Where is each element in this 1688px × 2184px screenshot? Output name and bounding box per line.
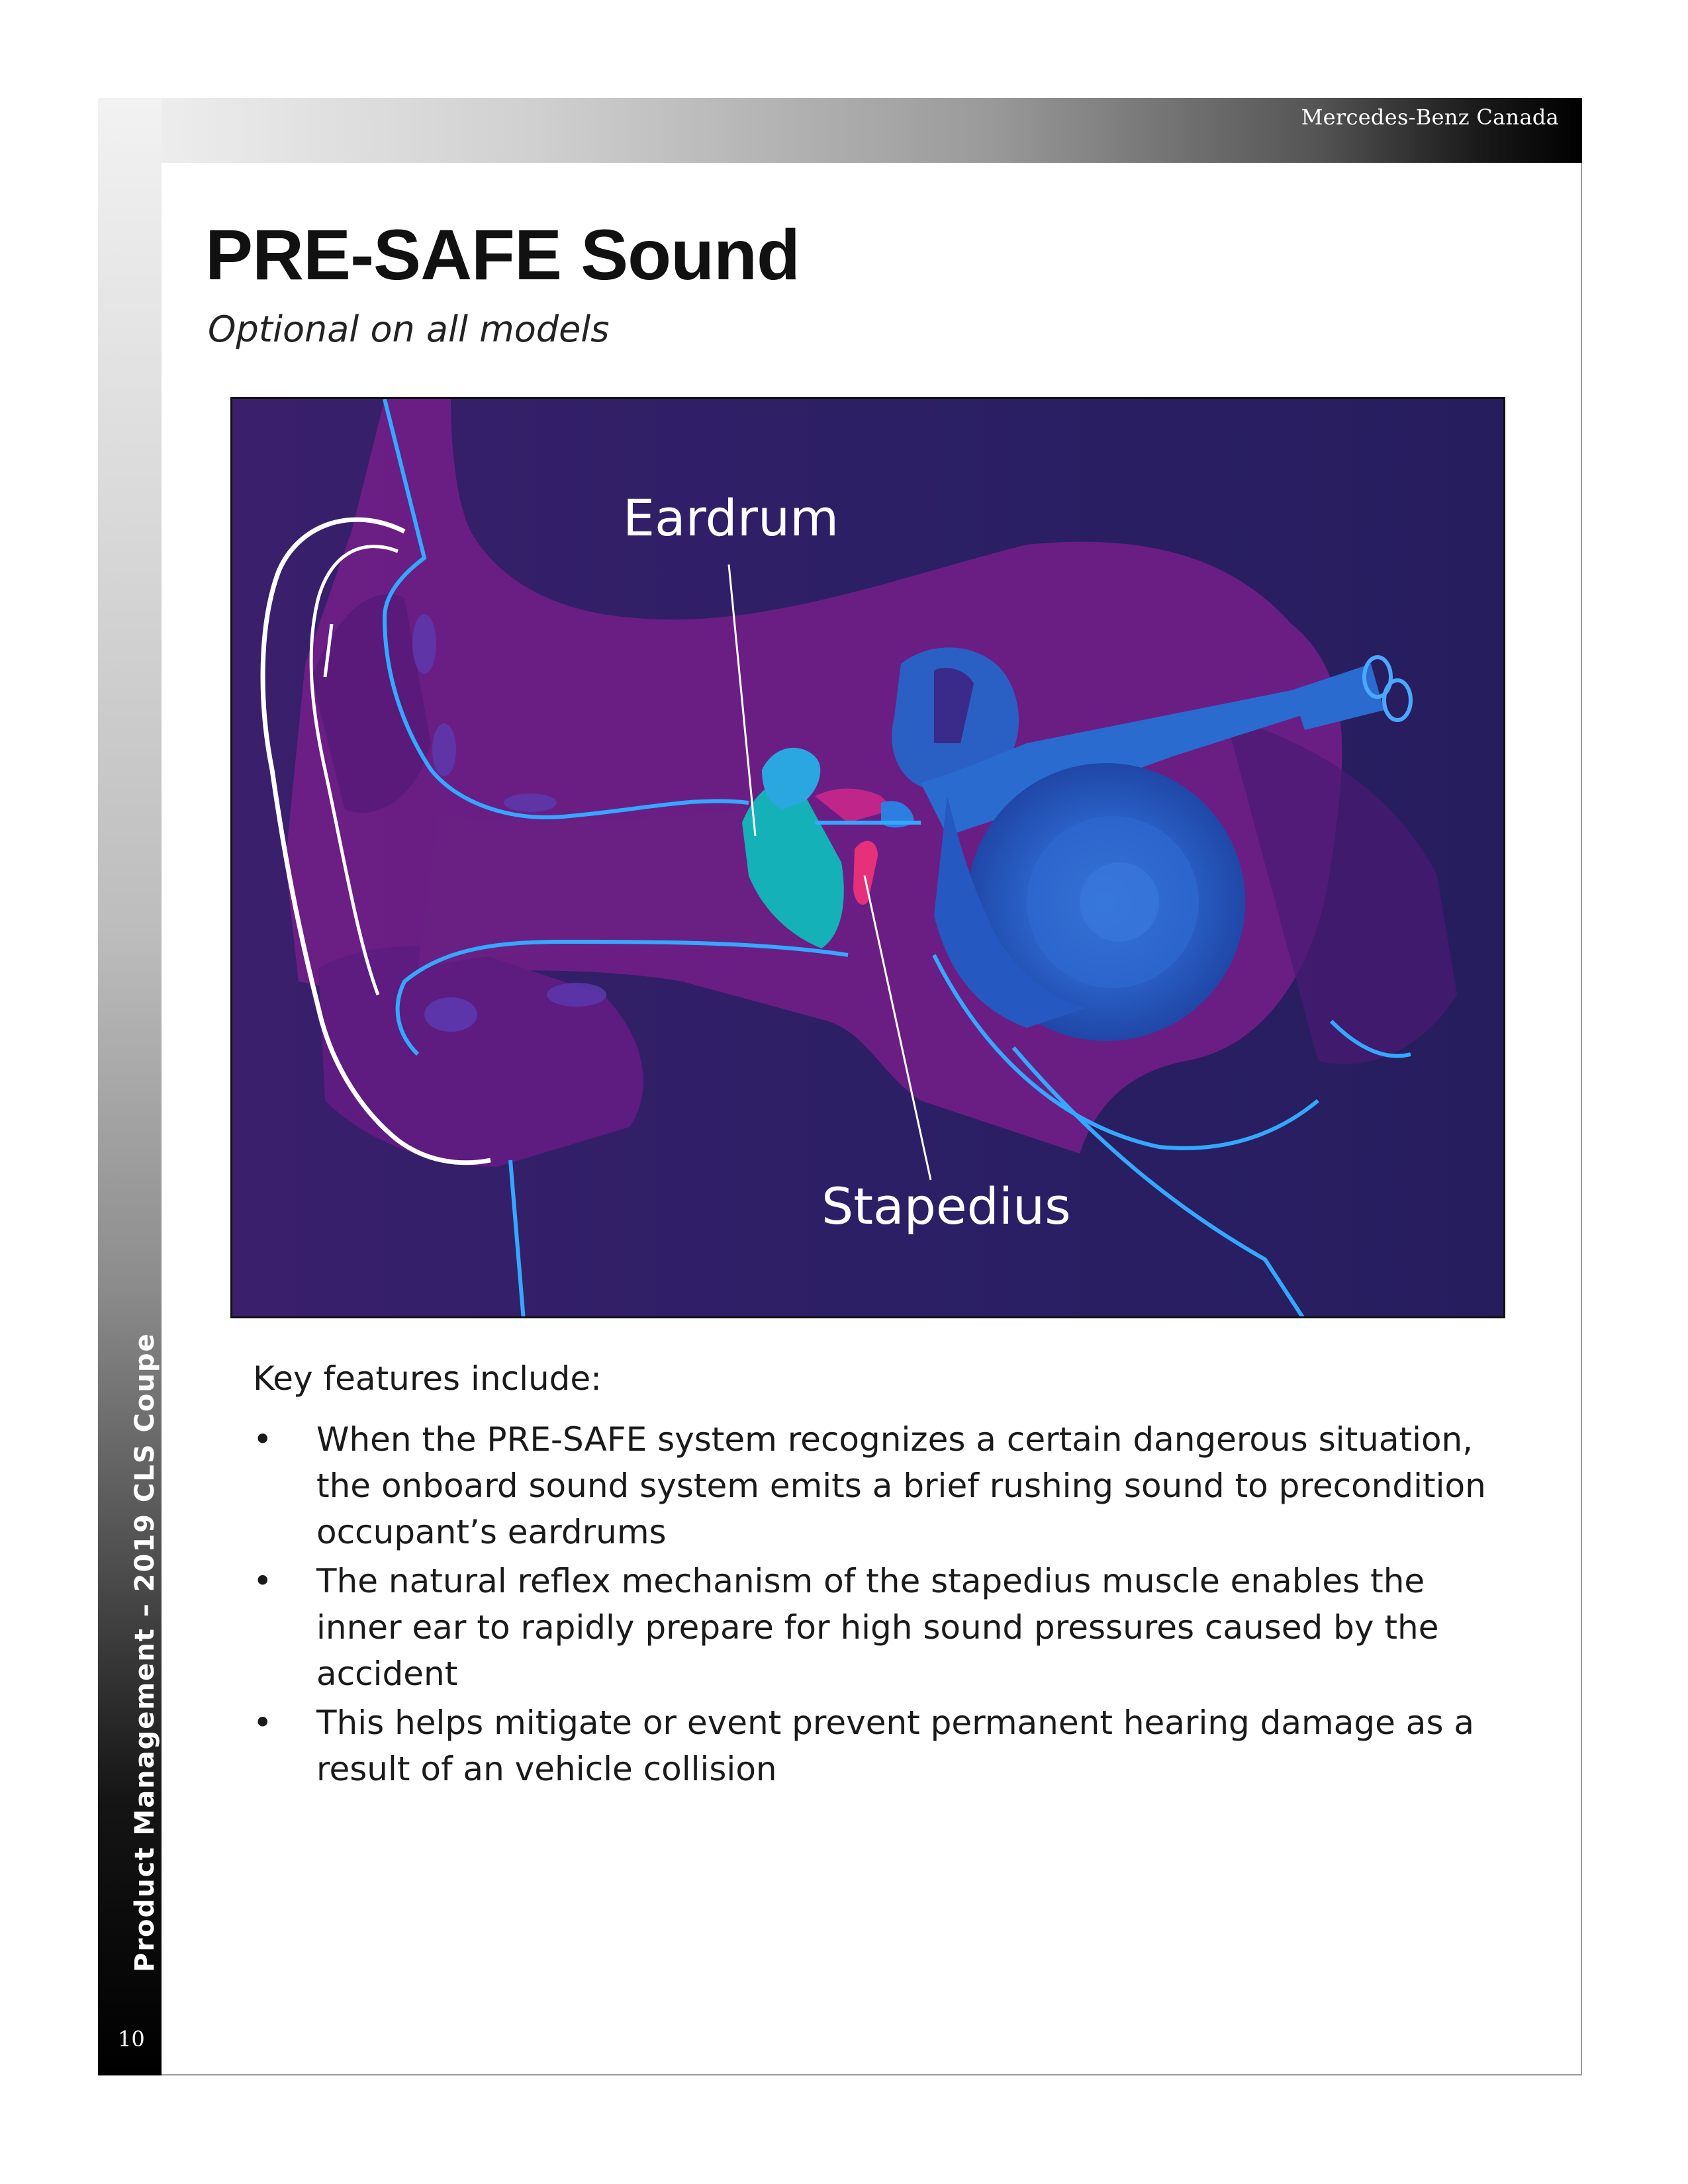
- bullet-icon: •: [253, 1704, 273, 1742]
- features-intro: Key features include:: [253, 1359, 602, 1398]
- ear-anatomy-illustration: [230, 397, 1505, 1318]
- list-item-text: When the PRE-SAFE system recognizes a certain dangerous situation, the onboard sound system emits a brief rushing sound to precondition occupant’s eardrums: [316, 1420, 1486, 1551]
- list-item-text: This helps mitigate or event prevent permanent hearing damage as a result of an vehicle collision: [316, 1704, 1475, 1788]
- features-list: [253, 1416, 1511, 1795]
- list-item: [253, 1700, 1511, 1792]
- bullet-icon: •: [253, 1420, 273, 1459]
- brand-name: Mercedes-Benz Canada: [1301, 105, 1559, 130]
- list-item: [253, 1558, 1511, 1697]
- list-item-text: The natural reflex mechanism of the stapedius muscle enables the inner ear to rapidly prepare for high sound pressures caused by the accident: [316, 1562, 1439, 1693]
- page-number: 10: [118, 2026, 145, 2052]
- sidebar-caption: Product Management – 2019 CLS Coupe: [130, 1332, 160, 1972]
- page-title: PRE-SAFE Sound: [205, 214, 800, 295]
- bullet-icon: •: [253, 1562, 273, 1600]
- label-stapedius: Stapedius: [821, 1177, 1071, 1236]
- list-item: [253, 1416, 1511, 1555]
- label-eardrum: Eardrum: [623, 488, 839, 547]
- page-subtitle: Optional on all models: [208, 308, 610, 350]
